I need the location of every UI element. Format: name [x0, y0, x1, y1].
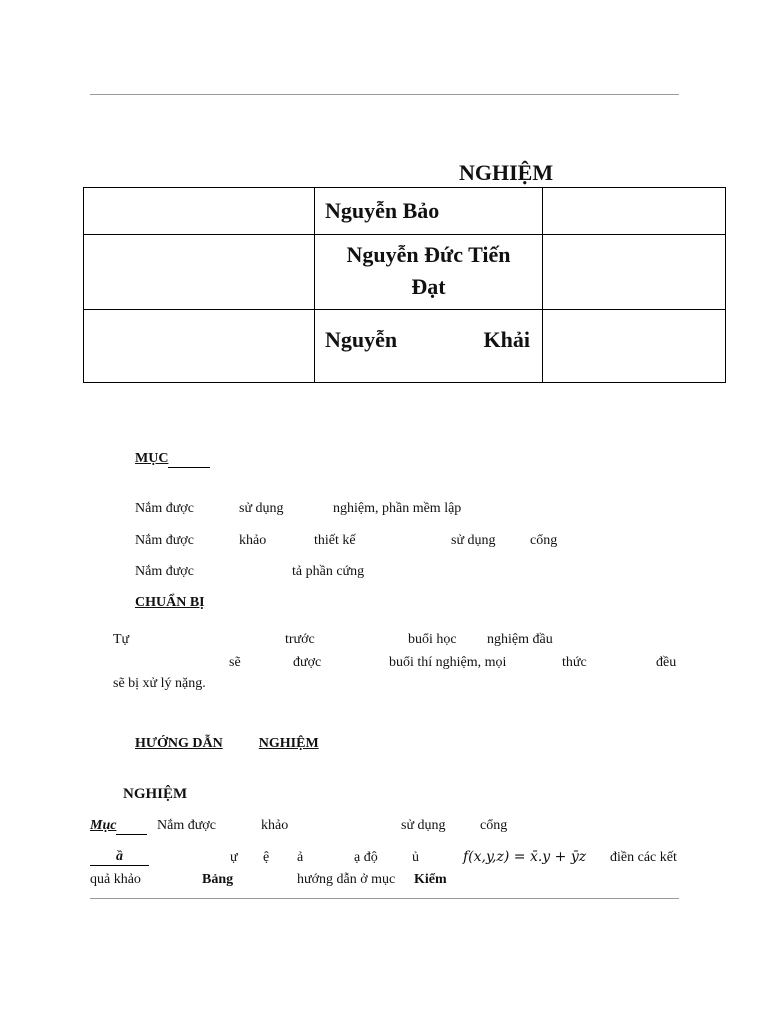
section-reference: Kiểm	[414, 872, 447, 887]
table-cell	[84, 310, 315, 383]
text-fragment: trước	[285, 632, 315, 647]
heading-gap	[223, 736, 259, 752]
text-fragment: cổng	[530, 533, 558, 548]
text-fragment: Nắm được	[135, 501, 194, 516]
label-underline	[116, 818, 147, 835]
table-cell	[84, 235, 315, 310]
heading-text: NGHIỆM	[258, 736, 319, 751]
text-fragment: sẽ bị xử lý nặng.	[113, 676, 206, 691]
text-fragment: sẽ	[229, 655, 241, 670]
text-fragment: sử dụng	[451, 533, 496, 548]
member-name-continued: Đạt	[411, 274, 446, 299]
heading-text: MỤC	[135, 451, 169, 466]
experiment-title: NGHIỆM	[123, 786, 188, 802]
member-name: Nguyễn Đức Tiến	[346, 242, 511, 267]
text-fragment: ủ	[412, 850, 419, 865]
text-fragment: cổng	[480, 818, 508, 833]
text-fragment: thiết kế	[314, 533, 356, 548]
top-rule	[90, 94, 679, 95]
text-fragment: ự	[230, 850, 238, 865]
muc-label: Mục	[90, 818, 117, 833]
member-name-part: Nguyễn	[325, 327, 398, 352]
text-fragment: sử dụng	[239, 501, 284, 516]
text-fragment: ả	[297, 850, 304, 865]
text-fragment: khảo	[261, 818, 289, 833]
text-fragment: tả phần cứng	[292, 564, 365, 579]
text-fragment: khảo	[239, 533, 267, 548]
text-fragment: ạ độ	[354, 850, 378, 865]
table-cell	[84, 188, 315, 235]
text-fragment: sử dụng	[401, 818, 446, 833]
table-cell	[543, 235, 726, 310]
text-fragment: được	[293, 655, 322, 670]
heading-text: HƯỚNG DẪN	[135, 736, 223, 751]
boolean-formula: f(x,y,z) = x̄.y + ȳz	[463, 849, 587, 865]
table-cell	[543, 310, 726, 383]
member-table	[83, 187, 726, 383]
text-fragment: Nắm được	[135, 533, 194, 548]
formula-label	[90, 849, 149, 866]
table-row	[84, 235, 726, 310]
section-heading-muc	[135, 451, 210, 468]
table-cell	[315, 188, 543, 235]
text-fragment: nghiệm, phần mềm lập	[333, 501, 462, 516]
text-fragment: Nắm được	[135, 564, 194, 579]
text-fragment: buổi thí nghiệm, mọi	[389, 655, 507, 670]
text-fragment: điền các kết	[610, 850, 677, 865]
table-cell	[543, 188, 726, 235]
member-name: Nguyễn Bảo	[325, 198, 440, 223]
table-row	[84, 310, 726, 383]
label-text: ầ	[116, 849, 123, 864]
document-title: NGHIỆM	[459, 160, 554, 185]
text-fragment: buổi học	[408, 632, 457, 647]
text-fragment: thức	[562, 655, 587, 670]
table-reference: Bảng	[202, 872, 234, 887]
text-fragment: quả khảo	[90, 872, 141, 887]
section-heading-chuan-bi: CHUẨN BỊ	[135, 595, 205, 610]
table-row	[84, 188, 726, 235]
text-fragment: hướng dẫn ở mục	[297, 872, 396, 887]
text-fragment: nghiệm đầu	[487, 632, 553, 647]
member-name-part: Khải	[483, 327, 530, 352]
table-cell	[315, 310, 543, 383]
bottom-rule	[90, 898, 679, 899]
objective-line-1	[135, 501, 194, 517]
text-fragment: đều	[656, 655, 677, 670]
table-cell	[315, 235, 543, 310]
muc-line	[90, 818, 147, 835]
section-heading-huong-dan	[135, 736, 319, 752]
text-fragment: Tự	[113, 632, 130, 647]
text-fragment: Nắm được	[157, 818, 216, 833]
heading-underline	[168, 451, 210, 468]
text-fragment: ệ	[263, 850, 270, 865]
